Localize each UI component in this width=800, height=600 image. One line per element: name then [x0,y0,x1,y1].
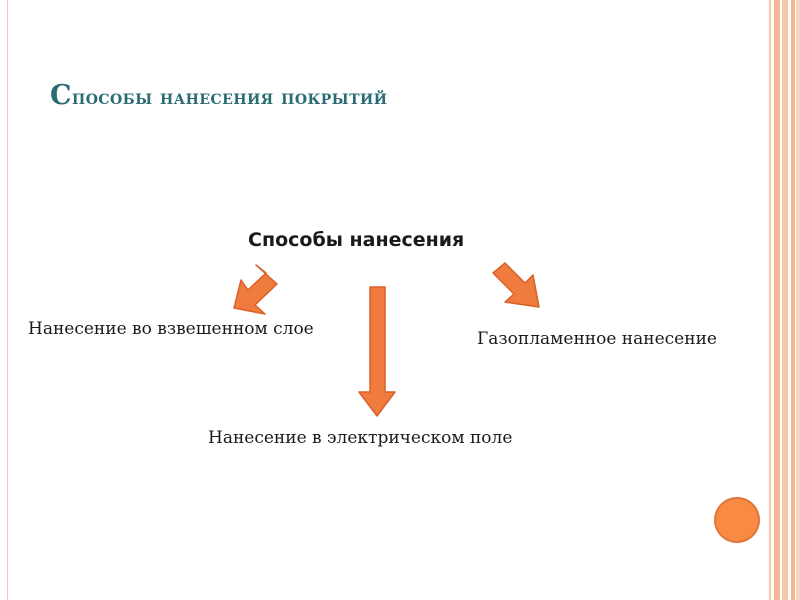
arrow-left-icon [234,265,277,314]
arrow-right-icon [493,263,539,307]
diagram-node-suspended-layer: Нанесение во взвешенном слое [28,319,314,339]
arrow-down-icon [359,287,395,416]
title-rest: пособы нанесения покрытий [72,85,388,109]
title-first-letter: С [50,80,72,111]
decorative-circle [714,497,760,543]
diagram-node-electric-field: Нанесение в электрическом поле [208,428,513,448]
diagram-node-gas-flame: Газопламенное нанесение [477,329,717,349]
diagram-root-node: Способы нанесения [248,229,465,251]
